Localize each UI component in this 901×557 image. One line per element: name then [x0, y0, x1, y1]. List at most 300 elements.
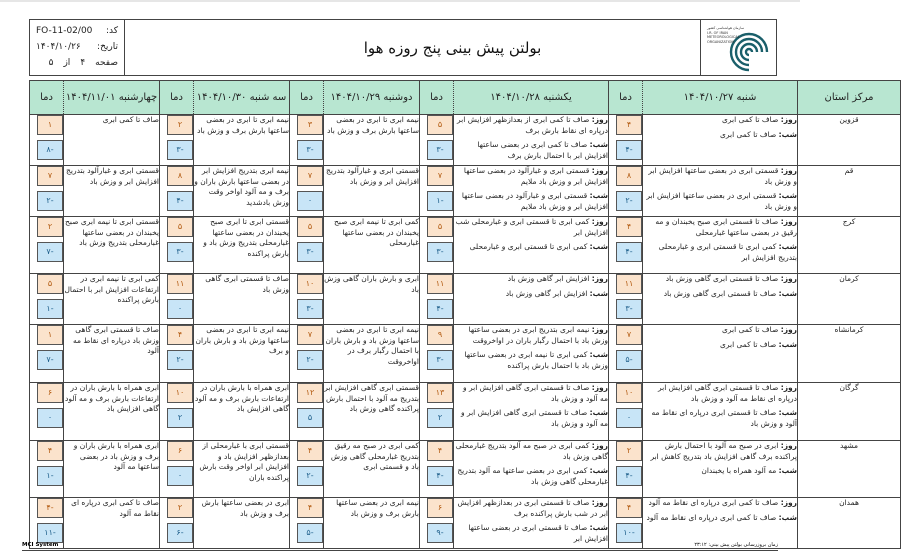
- night-label: شب:: [589, 466, 608, 475]
- night-label: شب:: [589, 140, 608, 149]
- forecast-cell: [643, 441, 798, 498]
- forecast-text: قسمتی ابری و غبارآلود بتدریج افزایش ابر و وزش باد: [326, 166, 419, 186]
- temperature-cell: [160, 115, 194, 166]
- night-forecast: [643, 513, 797, 524]
- max-temperature: ۱۰: [616, 383, 642, 403]
- night-label: شب:: [778, 339, 797, 349]
- min-temperature: -۴: [616, 466, 642, 486]
- temperature-cell: [609, 115, 643, 166]
- day-forecast: [643, 274, 797, 285]
- temperature-cell: [609, 498, 643, 549]
- forecast-cell: [194, 274, 290, 325]
- min-temperature: -۱: [427, 191, 453, 211]
- day-forecast: [454, 383, 608, 404]
- day-forecast-text: افزایش ابر گاهی وزش باد: [507, 274, 590, 283]
- min-temperature: ۰: [297, 191, 323, 211]
- table-row: [30, 441, 901, 498]
- day-label: روز:: [780, 274, 797, 283]
- max-temperature: ۳: [297, 115, 323, 135]
- min-temperature: -۱۱: [37, 523, 63, 543]
- table-row: [30, 274, 901, 325]
- min-temperature: -۴: [167, 191, 193, 211]
- day-forecast-text: صاف تا کمی ابری: [722, 115, 779, 124]
- max-temperature: ۱۰: [297, 274, 323, 294]
- min-temperature: ۰: [37, 408, 63, 428]
- night-label: شب:: [778, 512, 797, 522]
- min-temperature: -۲: [37, 191, 63, 211]
- max-temperature: ۶: [37, 383, 63, 403]
- night-forecast-text: صاف تا قسمتی ابری درپاره ای نقاط مه آلود و وزش باد: [651, 408, 797, 428]
- night-forecast-text: افزایش ابر گاهی وزش باد: [505, 288, 588, 298]
- forecast-text: نیمه ابری تا ابری در بعضی ساعتها وزش باد و بارش باران با احتمال رگبار برف در اواخروقت: [325, 325, 419, 366]
- day-forecast-text: صاف تا کمی ابری درپاره ای نقاط مه آلود: [648, 498, 779, 507]
- min-temperature: -۴: [427, 466, 453, 486]
- forecast-text: قسمتی ابری تا نیمه ابری صبح یخبندان در بعضی ساعتها غبارمحلی بتدریج وزش باد: [65, 217, 159, 247]
- city-name: کرمان: [798, 274, 901, 325]
- day-label: روز:: [591, 441, 608, 450]
- max-temperature: ۵: [37, 274, 63, 294]
- max-temperature: ۲: [616, 441, 642, 461]
- forecast-cell: [194, 383, 290, 441]
- min-temperature: ۰: [616, 408, 642, 428]
- day-forecast: [643, 115, 797, 126]
- night-forecast-text: کمی ابری تا نیمه ابری در بعضی ساعتها وزش باد با احتمال بارش پراکنده: [464, 350, 608, 370]
- night-forecast: [643, 289, 797, 300]
- day-label: روز:: [780, 441, 797, 450]
- page-of: از: [63, 58, 71, 68]
- max-temperature: ۵: [427, 115, 453, 135]
- day-forecast: [643, 441, 797, 462]
- page-current: ۴: [80, 58, 86, 68]
- day-label: روز:: [591, 217, 608, 226]
- night-forecast-text: صاف تا کمی ابری: [719, 129, 777, 139]
- day-label: روز:: [780, 498, 797, 507]
- temperature-cell: [30, 498, 64, 549]
- forecast-text: نیمه ابری در بعضی ساعتها بارش برف و وزش باد: [336, 498, 419, 518]
- temperature-cell: [420, 166, 454, 217]
- forecast-text: صاف تا قسمتی ابری گاهی وزش باد درپاره ای نقاط مه آلود: [72, 325, 159, 355]
- max-temperature: ۲: [37, 217, 63, 237]
- min-temperature: ۰: [167, 299, 193, 319]
- temperature-cell: [160, 217, 194, 274]
- forecast-text: کمی ابری در صبح مه رقیق بتدریج غبارمحلی گاهی وزش باد و قسمتی ابری: [330, 441, 419, 471]
- night-forecast-text: کمی ابری تا قسمتی ابری و غبارمحلی بتدریج افزایش ابر: [658, 242, 797, 262]
- temperature-cell: [420, 217, 454, 274]
- table-row: [30, 498, 901, 549]
- forecast-cell: [194, 441, 290, 498]
- forecast-cell: [64, 115, 160, 166]
- forecast-text: صاف تا کمی ابری درپاره ای نقاط مه آلود: [71, 498, 159, 518]
- city-name: همدان: [798, 498, 901, 549]
- day-forecast: [643, 498, 797, 509]
- night-forecast: [643, 466, 797, 477]
- temperature-cell: [290, 115, 324, 166]
- forecast-text: ابری در بعضی ساعتها بارش برف و وزش باد: [201, 498, 289, 518]
- min-temperature: -۴: [616, 140, 642, 160]
- temperature-cell: [420, 325, 454, 383]
- day-column-header: یکشنبه ۱۴۰۴/۱۰/۲۸: [454, 81, 609, 115]
- forecast-cell: [324, 498, 420, 549]
- day-forecast: [454, 498, 608, 519]
- min-temperature: -۳: [427, 242, 453, 262]
- table-row: [30, 217, 901, 274]
- temperature-cell: [160, 441, 194, 498]
- forecast-cell: [454, 383, 609, 441]
- night-forecast-text: قسمتی ابری در بعضی ساعتها افزایش ابر و وزش باد: [646, 191, 797, 211]
- forecast-text: نیمه ابری تا ابری در بعضی ساعتها بارش برف و وزش باد: [197, 115, 289, 135]
- max-temperature: ۱۲: [297, 383, 323, 403]
- max-temperature: ۴: [616, 115, 642, 135]
- temperature-cell: [30, 325, 64, 383]
- forecast-cell: [324, 166, 420, 217]
- forecast-cell: [324, 274, 420, 325]
- forecast-text: قسمتی ابری و غبارآلود بتدریج افزایش ابر و وزش باد: [66, 166, 159, 186]
- min-temperature: -۳: [297, 299, 323, 319]
- temperature-cell: [160, 498, 194, 549]
- night-forecast-text: صاف تا کمی ابری: [719, 339, 777, 349]
- temperature-cell: [609, 274, 643, 325]
- day-forecast-text: نیمه ابری بتدریج ابری در بعضی ساعتها وزش باد با احتمال رگبار باران در اواخروقت: [468, 325, 608, 345]
- day-forecast: [643, 325, 797, 336]
- max-temperature: ۱: [37, 115, 63, 135]
- forecast-cell: [64, 217, 160, 274]
- temperature-cell: [609, 166, 643, 217]
- night-forecast: [454, 408, 608, 429]
- max-temperature: ۹: [427, 325, 453, 345]
- temperature-cell: [30, 217, 64, 274]
- temperature-cell: [160, 325, 194, 383]
- temperature-cell: [420, 115, 454, 166]
- day-forecast: [454, 441, 608, 462]
- day-forecast-text: قسمتی ابری و غبارآلود در بعضی ساعتها افزایش ابر و وزش باد ملایم: [463, 166, 608, 186]
- forecast-table: [29, 80, 901, 549]
- forecast-cell: [454, 498, 609, 549]
- max-temperature: ۱: [37, 325, 63, 345]
- min-temperature: ۰: [167, 466, 193, 486]
- min-temperature: ۲: [427, 408, 453, 428]
- min-temperature: -۲: [297, 466, 323, 486]
- page-total: ۵: [48, 58, 54, 68]
- min-temperature: ۵: [297, 408, 323, 428]
- day-forecast: [643, 383, 797, 404]
- night-label: شب:: [778, 191, 797, 200]
- temperature-cell: [290, 383, 324, 441]
- night-forecast-text: صاف تا کمی ابری در بعضی ساعتها افزایش ابر با احتمال بارش برف: [477, 140, 608, 160]
- temperature-cell: [160, 383, 194, 441]
- forecast-cell: [194, 498, 290, 549]
- temp-column-header: دما: [160, 81, 194, 115]
- temperature-cell: [420, 383, 454, 441]
- table-row: [30, 383, 901, 441]
- min-temperature: -۱: [37, 466, 63, 486]
- day-column-header: شنبه ۱۴۰۴/۱۰/۲۷: [643, 81, 798, 115]
- date-label: تاریخ:: [97, 42, 118, 52]
- day-label: روز:: [780, 325, 797, 334]
- forecast-cell: [194, 166, 290, 217]
- forecast-cell: [64, 498, 160, 549]
- forecast-cell: [454, 115, 609, 166]
- temperature-cell: [30, 383, 64, 441]
- min-temperature: -۶: [167, 523, 193, 543]
- bulletin-header: [29, 19, 777, 76]
- forecast-cell: [454, 217, 609, 274]
- night-forecast-text: صاف تا قسمتی ابری در بعضی ساعتها افزایش ابر: [468, 523, 608, 543]
- min-temperature: -۵: [616, 350, 642, 370]
- forecast-cell: [64, 325, 160, 383]
- forecast-text: ابری همراه با بارش باران در ارتفاعات بارش برف و مه آلود گاهی افزایش باد: [194, 383, 289, 413]
- night-forecast: [643, 242, 797, 263]
- day-label: روز:: [780, 166, 797, 175]
- max-temperature: ۱۱: [167, 274, 193, 294]
- night-forecast-text: صاف تا قسمتی ابری گاهی وزش باد: [663, 288, 777, 298]
- max-temperature: ۴: [37, 441, 63, 461]
- night-label: شب:: [778, 242, 797, 251]
- forecast-text: ابری و بارش باران گاهی وزش باد: [324, 274, 419, 294]
- forecast-cell: [643, 383, 798, 441]
- min-temperature: -۳: [427, 350, 453, 370]
- temperature-cell: [290, 325, 324, 383]
- city-name: کرمانشاه: [798, 325, 901, 383]
- max-temperature: ۲: [167, 115, 193, 135]
- max-temperature: ۷: [297, 325, 323, 345]
- forecast-cell: [324, 441, 420, 498]
- forecast-text: صاف تا قسمتی ابری گاهی وزش باد: [205, 274, 289, 294]
- date-value: ۱۴۰۴/۱۰/۲۶: [36, 42, 81, 52]
- max-temperature: ۴: [616, 498, 642, 518]
- temperature-cell: [609, 217, 643, 274]
- max-temperature: ۸: [616, 166, 642, 186]
- max-temperature: ۴: [427, 441, 453, 461]
- temperature-cell: [290, 274, 324, 325]
- min-temperature: -۵: [297, 523, 323, 543]
- temp-column-header: دما: [420, 81, 454, 115]
- day-forecast: [454, 274, 608, 285]
- max-temperature: ۱۳: [427, 383, 453, 403]
- forecast-text: نیمه ابری بتدریج افزایش ابر در بعضی ساعتها بارش باران و برف و مه آلود اواخر وقت وزش بادشدید: [194, 166, 289, 207]
- temperature-cell: [30, 115, 64, 166]
- day-forecast-text: صاف تا قسمتی ابری در بعدازظهر افزایش ابر در شب بارش پراکنده برف: [457, 498, 608, 518]
- system-name: MCI System: [22, 542, 59, 548]
- min-temperature: -۳: [616, 299, 642, 319]
- forecast-cell: [64, 441, 160, 498]
- temp-column-header: دما: [609, 81, 643, 115]
- day-forecast-text: صاف تا قسمتی ابری صبح یخبندان و مه رقیق در بعضی ساعتها غبارمحلی: [655, 217, 797, 237]
- night-forecast-text: کمی ابری تا قسمتی ابری و غبارمحلی: [469, 242, 588, 251]
- night-forecast: [454, 466, 608, 487]
- day-label: روز:: [591, 166, 608, 175]
- forecast-cell: [64, 166, 160, 217]
- max-temperature: ۲: [167, 498, 193, 518]
- temperature-cell: [290, 217, 324, 274]
- page-label: صفحه: [95, 58, 118, 68]
- meteorological-organization-logo: [700, 20, 776, 75]
- day-label: روز:: [780, 217, 797, 226]
- day-forecast: [454, 115, 608, 136]
- max-temperature: ۷: [37, 166, 63, 186]
- day-forecast: [643, 217, 797, 238]
- temperature-cell: [30, 274, 64, 325]
- forecast-cell: [454, 274, 609, 325]
- forecast-text: کمی ابری تا نیمه ابری در ارتفاعات افزایش ابر با احتمال بارش پراکنده: [64, 274, 159, 304]
- night-label: شب:: [778, 466, 797, 475]
- forecast-cell: [324, 325, 420, 383]
- forecast-cell: [643, 166, 798, 217]
- night-forecast: [454, 523, 608, 544]
- night-forecast: [454, 350, 608, 371]
- forecast-text: ابری همراه با بارش باران در ارتفاعات بارش برف و مه آلود گاهی افزایش باد: [64, 383, 159, 413]
- night-forecast: [643, 340, 797, 351]
- forecast-text: قسمتی ابری تا ابری صبح یخبندان در بعضی ساعتها غبارمحلی بتدریج وزش باد و بارش پراکنده: [203, 217, 289, 258]
- min-temperature: -۳: [297, 242, 323, 262]
- temperature-cell: [609, 383, 643, 441]
- max-temperature: ۷: [616, 325, 642, 345]
- night-forecast-text: قسمتی ابری و غبارآلود در بعضی ساعتها افزایش ابر و وزش باد ملایم: [461, 191, 608, 211]
- night-forecast-text: صاف تا کمی ابری درپاره ای نقاط مه آلود: [646, 512, 777, 522]
- day-forecast-text: ابری در صبح مه آلود با احتمال بارش پراکنده برف گاهی افزایش باد بتدریج کاهش ابر: [650, 441, 797, 461]
- forecast-cell: [194, 325, 290, 383]
- update-time: زمان بروزرسانی بولتن پیش بینی: ۲۳:۱۲: [694, 542, 778, 548]
- day-forecast-text: قسمتی ابری در بعضی ساعتها افزایش ابر و وزش باد: [648, 166, 797, 186]
- city-name: کرج: [798, 217, 901, 274]
- max-temperature: ۱۱: [616, 274, 642, 294]
- temperature-cell: [160, 166, 194, 217]
- min-temperature: -۳: [167, 140, 193, 160]
- day-forecast: [454, 325, 608, 346]
- temperature-cell: [290, 498, 324, 549]
- forecast-cell: [324, 115, 420, 166]
- night-label: شب:: [778, 129, 797, 139]
- forecast-cell: [324, 217, 420, 274]
- day-forecast-text: صاف تا کمی ابری: [722, 325, 779, 334]
- min-temperature: -۱۰: [616, 523, 642, 543]
- forecast-cell: [454, 325, 609, 383]
- night-label: شب:: [589, 523, 608, 532]
- day-forecast-text: صاف تا قسمتی ابری گاهی افزایش ابر درپاره ای نقاط مه آلود و وزش باد: [657, 383, 797, 403]
- day-label: روز:: [591, 383, 608, 392]
- max-temperature: ۵: [167, 217, 193, 237]
- night-forecast: [454, 191, 608, 212]
- night-forecast-text: کمی ابری در بعضی ساعتها مه آلود بتدریج غبارمحلی گاهی وزش باد: [457, 466, 608, 486]
- document-meta: [30, 20, 125, 75]
- min-temperature: -۳: [427, 140, 453, 160]
- max-temperature: ۴: [167, 325, 193, 345]
- code-label: کد:: [105, 26, 118, 36]
- night-forecast-text: مه آلود همراه با یخبندان: [701, 466, 777, 475]
- day-forecast: [454, 166, 608, 187]
- forecast-cell: [324, 383, 420, 441]
- max-temperature: ۸: [167, 166, 193, 186]
- forecast-text: صاف تا کمی ابری: [102, 115, 159, 124]
- city-name: مشهد: [798, 441, 901, 498]
- day-column-header: چهارشنبه ۱۴۰۴/۱۱/۰۱: [64, 81, 160, 115]
- temperature-cell: [30, 166, 64, 217]
- forecast-text: کمی ابری تا نیمه ابری صبح یخبندان در بعضی ساعتها غبارمحلی: [334, 217, 419, 247]
- temperature-cell: [609, 325, 643, 383]
- day-column-header: سه شنبه ۱۴۰۴/۱۰/۳۰: [194, 81, 290, 115]
- day-label: روز:: [780, 115, 797, 124]
- forecast-text: نیمه ابری تا ابری در بعضی ساعتها وزش باد و بارش باران و برف: [195, 325, 289, 355]
- day-forecast-text: صاف تا قسمتی ابری گاهی وزش باد: [665, 274, 779, 283]
- night-forecast: [454, 242, 608, 253]
- table-row: [30, 115, 901, 166]
- day-label: روز:: [591, 115, 608, 124]
- day-forecast-text: صاف تا کمی ابری از بعدازظهر افزایش ابر درپاره ای نقاط بارش برف: [457, 115, 608, 135]
- city-name: گرگان: [798, 383, 901, 441]
- min-temperature: -۲: [167, 350, 193, 370]
- temperature-cell: [290, 441, 324, 498]
- bulletin-title: بولتن پیش بینی پنج روزه هوا: [363, 38, 542, 57]
- night-forecast: [643, 408, 797, 429]
- night-label: شب:: [589, 288, 608, 298]
- city-name: قزوین: [798, 115, 901, 166]
- max-temperature: ۵: [427, 217, 453, 237]
- night-label: شب:: [589, 408, 608, 417]
- min-temperature: -۱: [37, 299, 63, 319]
- min-temperature: -۷: [37, 242, 63, 262]
- night-label: شب:: [589, 242, 608, 251]
- night-forecast: [454, 289, 608, 300]
- max-temperature: ۶: [427, 498, 453, 518]
- table-row: [30, 325, 901, 383]
- max-temperature: ۴: [297, 441, 323, 461]
- min-temperature: -۲: [616, 191, 642, 211]
- night-forecast: [454, 140, 608, 161]
- day-column-header: دوشنبه ۱۴۰۴/۱۰/۲۹: [324, 81, 420, 115]
- forecast-text: قسمتی ابری با غبارمحلی از بعدازظهر افزایش باد و افزایش ابر اواخر وقت بارش پراکنده باران: [199, 441, 289, 482]
- temp-column-header: دما: [290, 81, 324, 115]
- temperature-cell: [30, 441, 64, 498]
- temperature-cell: [609, 441, 643, 498]
- day-label: روز:: [591, 274, 608, 283]
- code-value: FO-11-02/00: [36, 26, 93, 36]
- forecast-text: ابری همراه با بارش باران و برف و وزش باد در بعضی ساعتها مه آلود: [73, 441, 159, 471]
- forecast-cell: [643, 217, 798, 274]
- min-temperature: -۴: [616, 242, 642, 262]
- table-row: [30, 166, 901, 217]
- forecast-cell: [643, 498, 798, 549]
- max-temperature: ۶: [167, 441, 193, 461]
- night-forecast: [643, 191, 797, 212]
- max-temperature: ۱۱: [427, 274, 453, 294]
- forecast-cell: [454, 166, 609, 217]
- temperature-cell: [420, 498, 454, 549]
- city-column-header: مرکز استان: [798, 81, 901, 115]
- forecast-cell: [643, 325, 798, 383]
- temperature-cell: [290, 166, 324, 217]
- max-temperature: ۱۰: [167, 383, 193, 403]
- day-label: روز:: [591, 325, 608, 334]
- day-forecast: [643, 166, 797, 187]
- day-forecast-text: کمی ابری در صبح مه آلود بتدریج غبارمحلی گاهی وزش باد: [455, 441, 608, 461]
- min-temperature: -۷: [37, 350, 63, 370]
- forecast-cell: [643, 115, 798, 166]
- temp-column-header: دما: [30, 81, 64, 115]
- night-label: شب:: [778, 408, 797, 417]
- forecast-cell: [454, 441, 609, 498]
- min-temperature: -۳: [167, 242, 193, 262]
- max-temperature: ۴: [616, 217, 642, 237]
- temperature-cell: [160, 274, 194, 325]
- night-forecast: [643, 130, 797, 141]
- min-temperature: ۲: [167, 408, 193, 428]
- night-label: شب:: [589, 350, 608, 359]
- max-temperature: ۷: [427, 166, 453, 186]
- page-footer: [22, 542, 778, 551]
- logo-text: سازمان هواشناسی کشور I.R. OF IRAN METEOROLOGICAL ORGANIZATION: [707, 26, 745, 44]
- temperature-cell: [420, 441, 454, 498]
- forecast-cell: [64, 274, 160, 325]
- max-temperature: ۵: [297, 217, 323, 237]
